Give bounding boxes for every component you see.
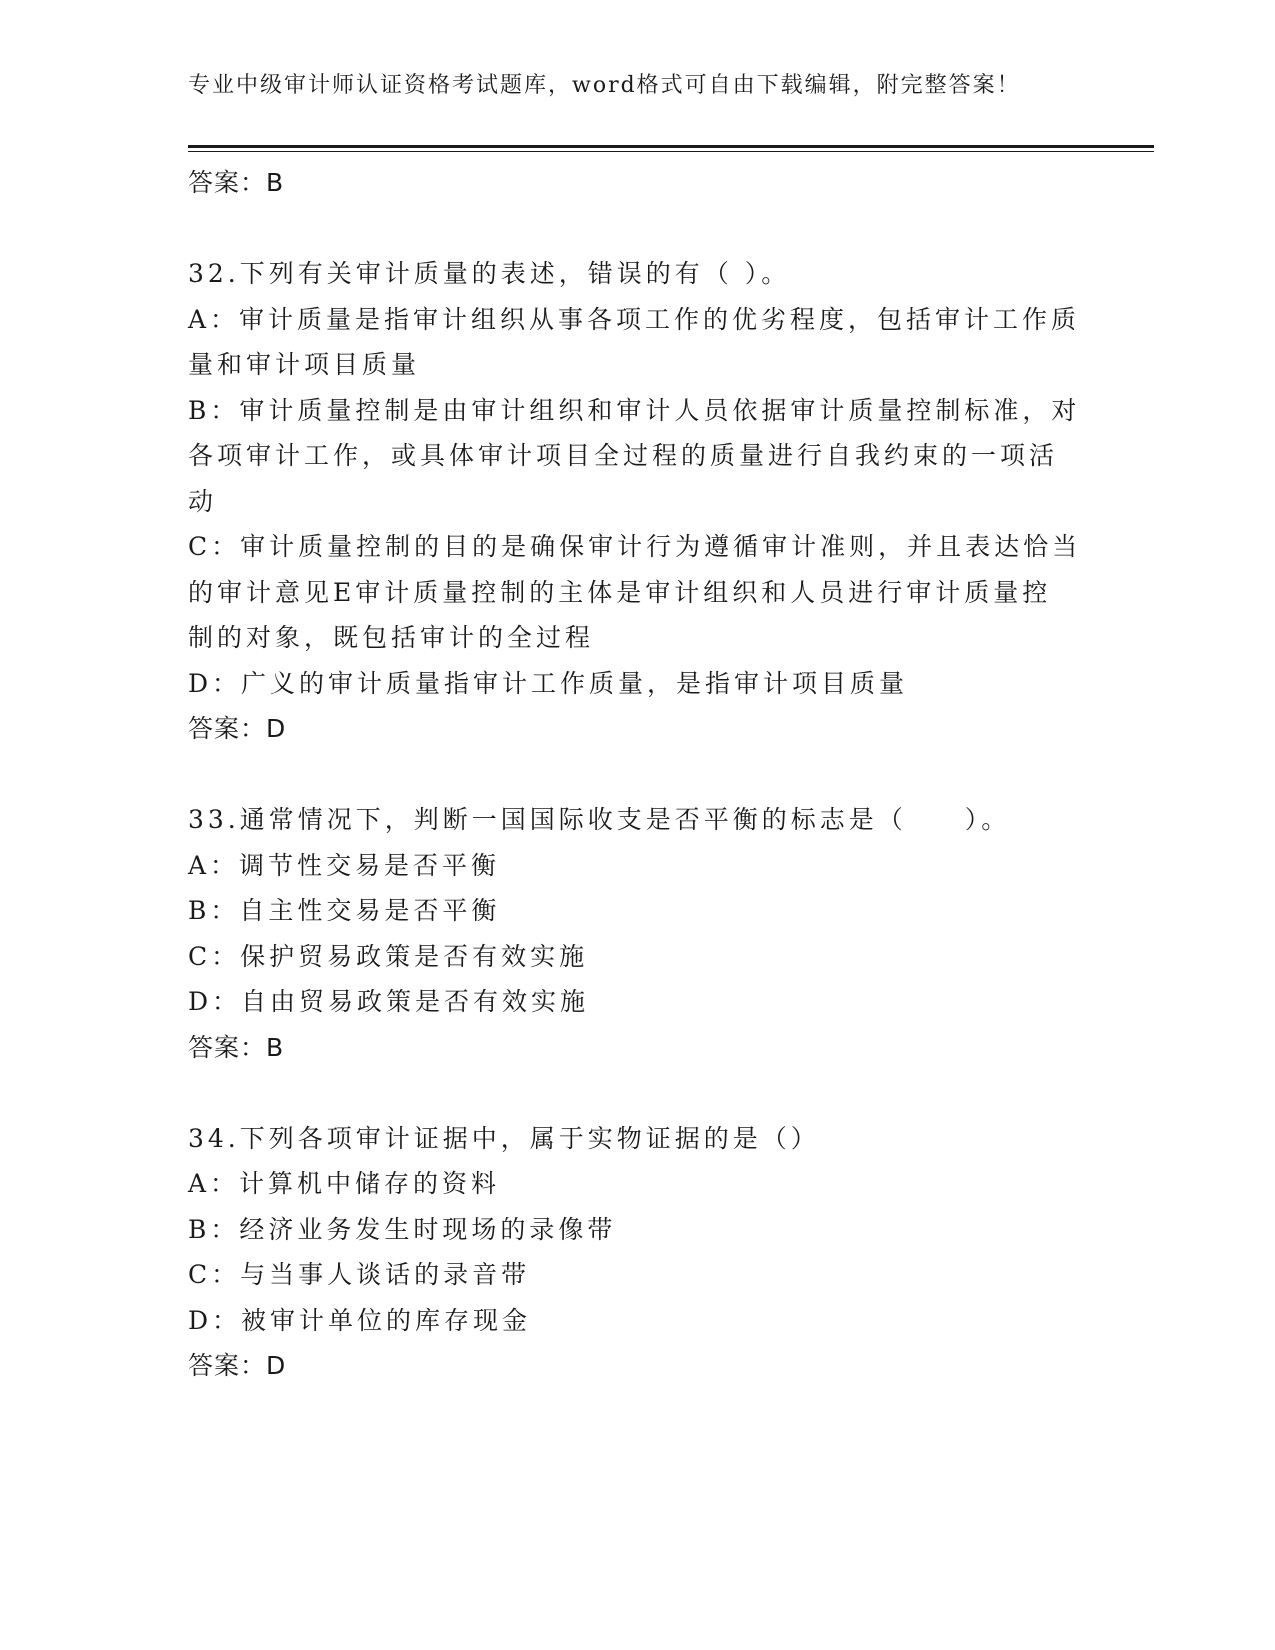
option-line: 各项审计工作，或具体审计项目全过程的质量进行自我约束的一项活 [188, 441, 1059, 470]
spacer [188, 206, 1078, 252]
option-line: B：审计质量控制是由审计组织和审计人员依据审计质量控制标准，对 [188, 395, 1081, 425]
question-34 [188, 1116, 1078, 1389]
option-line: D：被审计单位的库存现金 [188, 1305, 532, 1335]
option-line: A：计算机中储存的资料 [188, 1169, 501, 1198]
option-line: D：广义的审计质量指审计工作质量，是指审计项目质量 [188, 668, 909, 698]
option-line: D：自由贸易政策是否有效实施 [188, 987, 590, 1016]
option-line: C：与当事人谈话的录音带 [188, 1260, 531, 1289]
header-rule-thin [188, 151, 1154, 152]
answer-line: 答案：D [188, 714, 287, 743]
question-content [188, 160, 1082, 1389]
question-33 [188, 797, 1078, 1070]
option-line: 动 [188, 486, 218, 516]
option-line: B：经济业务发生时现场的录像带 [188, 1214, 617, 1244]
answer-line: 答案：D [188, 1351, 287, 1380]
question-stem: 34.下列各项审计证据中，属于实物证据的是（） [188, 1123, 820, 1153]
option-line: 的审计意见E审计质量控制的主体是审计组织和人员进行审计质量控 [188, 577, 1052, 607]
question-32 [188, 251, 1082, 752]
option-line: C：审计质量控制的目的是确保审计行为遵循审计准则，并且表达恰当 [188, 532, 1082, 561]
spacer [188, 752, 1078, 798]
option-line: 制的对象，既包括审计的全过程 [188, 623, 595, 652]
option-line: B：自主性交易是否平衡 [188, 896, 501, 925]
page-header: 专业中级审计师认证资格考试题库，word格式可自由下载编辑，附完整答案！ [188, 73, 1021, 98]
option-line: A：调节性交易是否平衡 [188, 850, 501, 880]
header-rule-thick [188, 145, 1154, 148]
option-line: A：审计质量是指审计组织从事各项工作的优劣程度，包括审计工作质 [188, 304, 1081, 334]
question-stem: 32.下列有关审计质量的表述，错误的有（ ）。 [188, 259, 791, 288]
previous-answer: 答案：B [188, 168, 285, 197]
option-line: 量和审计项目质量 [188, 350, 421, 379]
option-line: C：保护贸易政策是否有效实施 [188, 941, 589, 971]
spacer [188, 1070, 1078, 1116]
question-stem: 33.通常情况下，判断一国国际收支是否平衡的标志是（ ）。 [188, 805, 1011, 834]
answer-line: 答案：B [188, 1032, 285, 1062]
